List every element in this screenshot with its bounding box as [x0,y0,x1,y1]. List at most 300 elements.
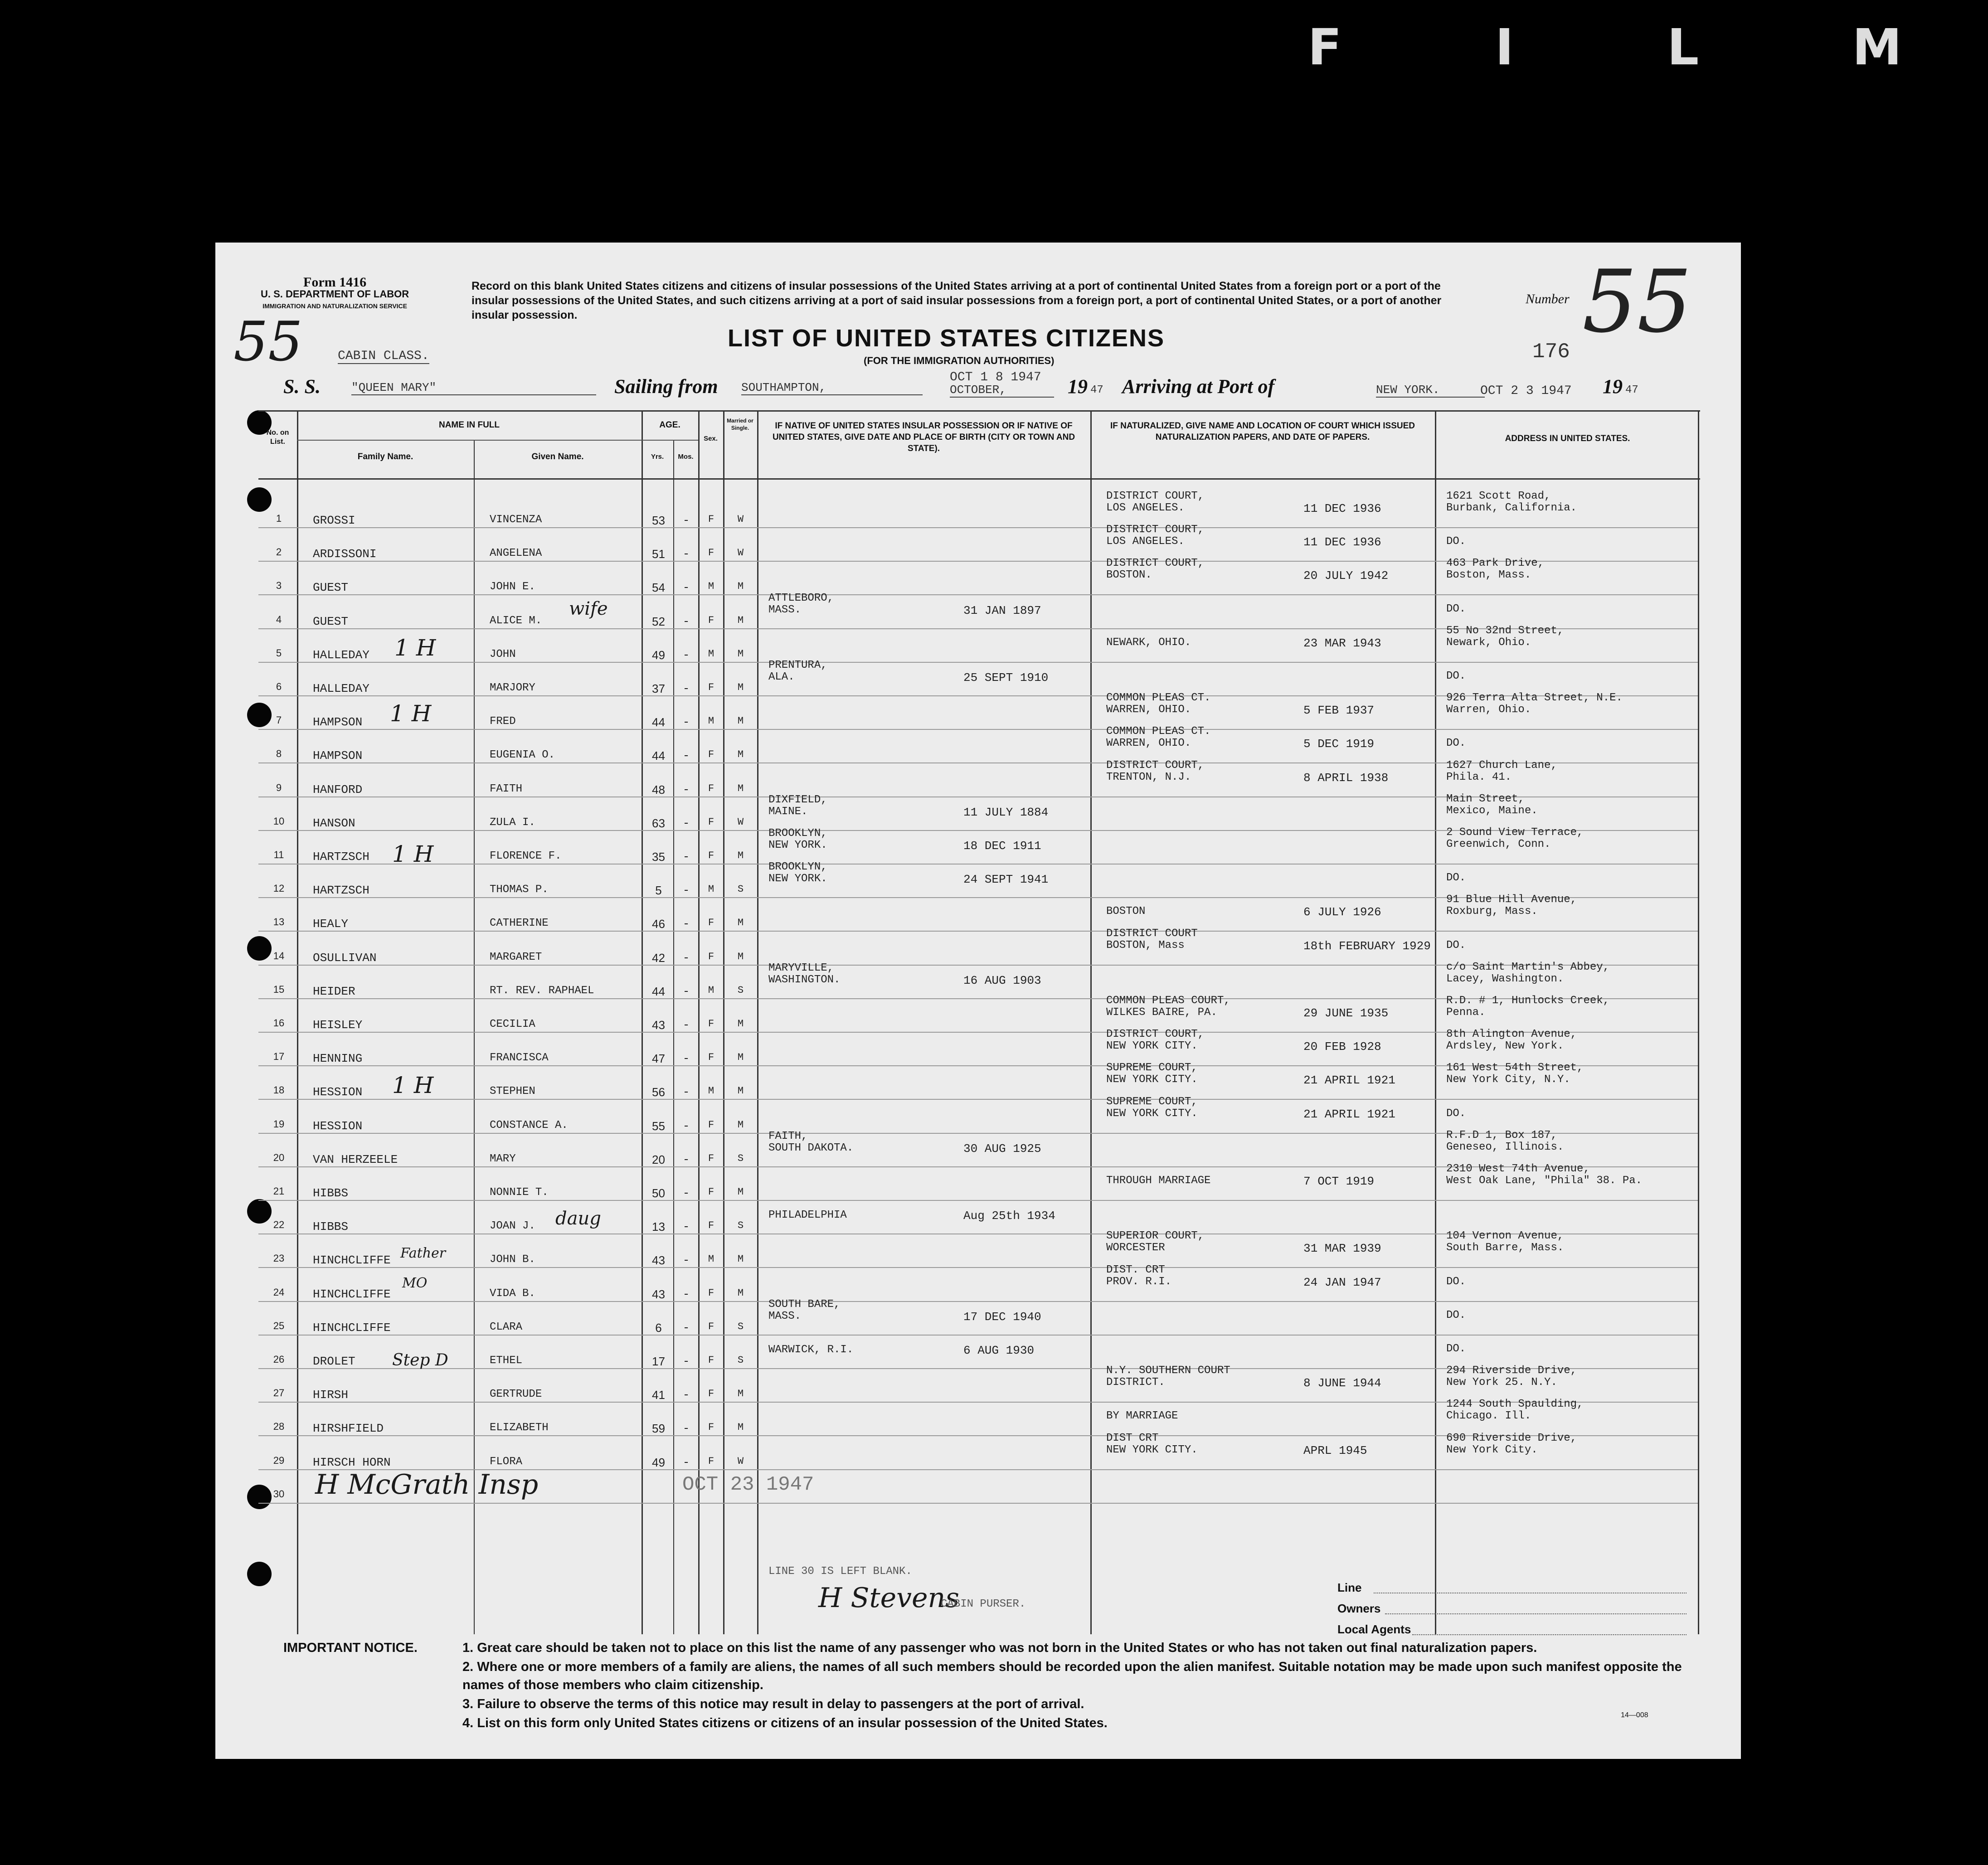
court-line1: COMMON PLEAS CT. [1106,725,1211,738]
naturalization-date: APRL 1945 [1303,1444,1367,1457]
col-rule [474,440,475,1634]
address-line2: DO. [1446,1309,1466,1321]
address-line2: Penna. [1446,1006,1486,1019]
address-line2: DO. [1446,1343,1466,1355]
sex: F [708,1287,715,1299]
row-rule [258,662,1698,663]
address-line1: 1244 South Spaulding, [1446,1398,1584,1410]
list-number: 55 [1582,252,1692,352]
court-line2: NEW YORK CITY. [1106,1073,1198,1086]
given-name: ZULA I. [490,816,535,829]
row-number: 16 [273,1017,285,1029]
birth-date: Aug 25th 1934 [963,1209,1055,1223]
row-number: 2 [276,546,282,558]
address-line2: Warren, Ohio. [1446,704,1531,716]
row-number: 8 [276,748,282,759]
col-given-name: Given Name. [531,452,584,461]
age-years: 51 [652,547,665,561]
sex: F [708,850,715,861]
age-months: - [682,1220,690,1234]
row-rule [258,594,1698,595]
purser-signature: H Stevens [818,1582,959,1614]
sex: F [708,514,715,525]
col-sex: Sex. [704,435,718,442]
age-months: - [682,514,690,527]
marital-status: S [737,884,744,895]
sex: F [708,917,715,928]
birth-date: 30 AUG 1925 [963,1142,1041,1156]
number-label: Number [1526,291,1570,306]
family-name: HANFORD [313,783,363,797]
margin-mark: 55 [233,311,303,374]
address-line1: 2 Sound View Terrace, [1446,826,1584,839]
age-months: - [682,816,690,830]
birth-place-line2: MASS. [768,604,802,616]
sex: F [708,1186,715,1198]
line30-note: LINE 30 IS LEFT BLANK. [768,1565,912,1578]
address-line2: Lacey, Washington. [1446,973,1564,985]
marital-status: M [737,581,744,592]
court-line2: NEWARK, OHIO. [1106,636,1191,649]
family-name: HALLEDAY [313,682,369,695]
address-line1: 55 No 32nd Street, [1446,625,1564,637]
naturalization-date: 18th FEBRUARY 1929 [1303,939,1431,953]
address-line1: c/o Saint Martin's Abbey, [1446,961,1610,973]
sail-year: 47 [1090,384,1103,396]
given-name: EUGENIA O. [490,749,555,761]
purser-label: CABIN PURSER. [941,1598,1026,1610]
row30-signature: H McGrath Insp [315,1469,539,1501]
family-name: VAN HERZEELE [313,1153,398,1166]
row-number: 26 [273,1354,285,1365]
arrive-date-stamp: OCT 2 3 1947 [1480,384,1572,398]
sex: F [708,816,715,828]
row-rule [258,1335,1698,1336]
age-years: 44 [652,715,665,729]
address-line2: DO. [1446,1276,1466,1288]
birth-date: 16 AUG 1903 [963,974,1041,987]
sex: M [708,648,715,660]
row-number: 22 [273,1219,285,1230]
court-line2: THROUGH MARRIAGE [1106,1175,1211,1187]
row-number: 18 [273,1084,285,1096]
arrive-year-prefix: 19 [1603,375,1623,398]
col-rule [642,410,643,1634]
family-name: HARTZSCH [313,884,369,897]
punch-hole [247,1562,272,1586]
family-name: GUEST [313,581,349,594]
birth-place-line1: DIXFIELD, [768,794,827,806]
row-number: 4 [276,614,282,625]
family-name: DROLET [313,1355,355,1368]
margin-note: 1 H [392,1072,434,1098]
age-years: 63 [652,816,665,830]
given-name: VINCENZA [490,514,542,526]
court-line2: DISTRICT. [1106,1376,1165,1389]
naturalization-date: 8 APRIL 1938 [1303,771,1389,785]
birth-place-line2: NEW YORK. [768,839,827,851]
age-years: 42 [652,951,665,965]
col-rule [1090,410,1092,1634]
notice-item: 1. Great care should be taken not to place on this list the name of any passenger who was not born in the United States or who has not taken out final naturalization papers. [462,1641,1537,1655]
given-name: THOMAS P. [490,884,549,896]
address-line1: 926 Terra Alta Street, N.E. [1446,692,1623,704]
given-name: ALICE M. [490,615,542,627]
ship-name: "QUEEN MARY" [351,381,596,395]
marital-status: M [737,850,744,861]
age-years: 47 [652,1052,665,1065]
row-number: 3 [276,580,282,591]
marital-status: W [737,816,744,828]
marital-status: M [737,1186,744,1198]
birth-date: 18 DEC 1911 [963,839,1041,853]
address-line2: New York 25. N.Y. [1446,1376,1557,1389]
header-notice: Record on this blank United States citizens and citizens of insular possessions of the United States arriving at a port of continental United States from a foreign port or a port of the insular possessions of the United States, and such citizens arriving at a port of said insular possessions from a foreign port, a port of continental United States, or a port of another insular possession. [471,280,1442,321]
col-address: ADDRESS IN UNITED STATES. [1505,434,1630,443]
birth-place-line1: SOUTH BARE, [768,1298,841,1311]
age-months: - [682,749,690,763]
family-name: GUEST [313,615,349,628]
court-line2: NEW YORK CITY. [1106,1040,1198,1052]
age-years: 13 [652,1220,665,1234]
address-line2: New York City, N.Y. [1446,1073,1570,1086]
row-number: 11 [273,849,284,860]
sex: F [708,1321,715,1332]
marital-status: M [737,1388,744,1399]
address-line1: 690 Riverside Drive, [1446,1432,1577,1444]
family-name: HIRSHFIELD [313,1422,384,1435]
margin-note: 1 H [390,700,432,727]
sex: F [708,1153,715,1164]
given-name: CLARA [490,1321,523,1333]
birth-place-line1: BROOKLYN, [768,827,827,840]
family-name: HIBBS [313,1220,349,1234]
court-line2: BOSTON. [1106,569,1152,581]
age-months: - [682,1153,690,1166]
birth-place-line1: MARYVILLE, [768,962,834,974]
row-number: 19 [273,1118,285,1130]
address-line2: DO. [1446,872,1466,884]
age-months: - [682,884,690,897]
family-name: OSULLIVAN [313,951,377,965]
age-years: 55 [652,1119,665,1133]
row-number: 17 [273,1051,285,1062]
row-rule [258,1301,1698,1302]
naturalization-date: 7 OCT 1919 [1303,1175,1375,1188]
address-line2: Greenwich, Conn. [1446,838,1551,850]
court-line1: SUPERIOR COURT, [1106,1230,1205,1242]
row-number: 29 [273,1455,285,1466]
row-number: 14 [273,950,285,962]
given-name: CONSTANCE A. [490,1119,568,1132]
age-years: 53 [652,514,665,527]
age-years: 6 [655,1321,662,1335]
sex: F [708,749,715,760]
line-label: Line [1337,1581,1362,1594]
form-id-block [261,277,409,312]
court-line1: N.Y. SOUTHERN COURT [1106,1365,1230,1377]
punch-hole [247,487,272,512]
marital-status: M [737,951,744,962]
birth-date: 31 JAN 1897 [963,604,1041,617]
row-number: 23 [273,1253,285,1264]
given-name: ELIZABETH [490,1422,549,1434]
court-line2: TRENTON, N.J. [1106,771,1191,783]
court-line2: WORCESTER [1106,1242,1165,1254]
court-line2: BOSTON, Mass [1106,939,1185,952]
given-name: CATHERINE [490,917,549,929]
address-line2: South Barre, Mass. [1446,1242,1564,1254]
age-months: - [682,1355,690,1368]
age-years: 17 [652,1355,665,1368]
page-title: LIST OF UNITED STATES CITIZENS [728,325,1165,352]
age-months: - [682,1456,690,1469]
margin-note: MO [402,1275,428,1291]
birth-place-line2: PHILADELPHIA [768,1209,847,1221]
birth-place-line1: FAITH, [768,1130,808,1142]
address-line2: Mexico, Maine. [1446,805,1538,817]
department: U. S. DEPARTMENT OF LABOR [261,288,409,300]
address-line2: DO. [1446,535,1466,548]
given-name: STEPHEN [490,1085,535,1098]
age-years: 20 [652,1153,665,1166]
form-number: Form 1416 [303,275,367,290]
row-number: 21 [273,1185,285,1197]
age-years: 35 [652,850,665,864]
address-line2: New York City. [1446,1444,1538,1456]
naturalization-date: 11 DEC 1936 [1303,535,1381,549]
port-to: NEW YORK. [1376,383,1485,398]
col-mos: Mos. [678,453,694,461]
row-number: 27 [273,1387,285,1399]
row-rule [258,931,1698,932]
page-stamp: 176 [1532,340,1570,364]
film-mark: F I L M [1308,18,1970,76]
address-line1: R.D. # 1, Hunlocks Creek, [1446,995,1610,1007]
header-sub-rule [297,440,698,441]
family-name: HINCHCLIFFE [313,1287,391,1301]
address-line2: DO. [1446,737,1466,749]
age-months: - [682,682,690,695]
age-years: 46 [652,917,665,931]
row-number: 6 [276,681,282,692]
birth-place-line2: ALA. [768,671,795,683]
notice-item: 2. Where one or more members of a family are aliens, the names of all such members should be recorded upon the alien manifest. Suitable notation may be made upon such manifest opposite the names of those members who claim citizenship. [462,1660,1682,1692]
row-number: 15 [273,984,285,995]
given-name: JOAN J. [490,1220,535,1232]
marital-status: S [737,985,744,996]
sex: F [708,547,715,559]
margin-note: daug [555,1208,601,1229]
marital-status: M [737,783,744,794]
court-line2: BOSTON [1106,905,1146,918]
age-months: - [682,1422,690,1435]
given-name: ANGELENA [490,547,542,559]
age-years: 54 [652,581,665,594]
birth-place-line1: ATTLEBORO, [768,592,834,604]
family-name: HIBBS [313,1186,349,1200]
age-months: - [682,1321,690,1335]
sex: F [708,1456,715,1467]
age-months: - [682,850,690,864]
given-name: GERTRUDE [490,1388,542,1400]
row-rule [258,1099,1698,1100]
age-months: - [682,1085,690,1099]
sex: F [708,783,715,794]
age-months: - [682,615,690,628]
age-months: - [682,951,690,965]
birth-place-line1: BROOKLYN, [768,861,827,873]
marital-status: S [737,1321,744,1332]
address-line2: Newark, Ohio. [1446,636,1531,649]
sail-date-stamp: OCT 1 8 1947 [950,370,1041,384]
court-line2: LOS ANGELES. [1106,535,1185,548]
sex: F [708,1220,715,1231]
sex: M [708,1253,715,1265]
address-line2: Boston, Mass. [1446,569,1531,581]
col-married: Married or Single. [727,418,753,431]
age-years: 49 [652,1456,665,1469]
court-line1: DISTRICT COURT [1106,928,1198,940]
table-top-rule [258,410,1700,412]
family-name: HINCHCLIFFE [313,1253,391,1267]
address-line2: Ardsley, New York. [1446,1040,1564,1052]
sex: M [708,985,715,996]
family-name: HIRSH [313,1388,349,1402]
age-years: 48 [652,783,665,797]
given-name: FAITH [490,783,523,795]
age-years: 49 [652,648,665,662]
marital-status: M [737,1253,744,1265]
age-years: 43 [652,1253,665,1267]
naturalization-date: 6 JULY 1926 [1303,905,1381,919]
birth-place-line2: MAINE. [768,806,808,818]
marital-status: W [737,1456,744,1467]
court-line1: DISTRICT COURT, [1106,1028,1205,1040]
address-line1: 1621 Scott Road, [1446,490,1551,502]
age-years: 50 [652,1186,665,1200]
age-months: - [682,1018,690,1032]
row-number: 28 [273,1421,285,1432]
row-rule [258,1267,1698,1268]
birth-place-line2: SOUTH DAKOTA. [768,1142,854,1154]
col-yrs: Yrs. [651,453,664,461]
naturalization-date: 11 DEC 1936 [1303,502,1381,515]
address-line2: DO. [1446,670,1466,682]
court-line1: DISTRICT COURT, [1106,524,1205,536]
address-line2: Geneseo, Illinois. [1446,1141,1564,1153]
age-months: - [682,1119,690,1133]
marital-status: M [737,749,744,760]
sex: F [708,682,715,693]
given-name: FLORENCE F. [490,850,562,862]
age-months: - [682,1253,690,1267]
age-months: - [682,1388,690,1402]
row-number: 7 [276,714,282,726]
service: IMMIGRATION AND NATURALIZATION SERVICE [262,302,408,310]
age-months: - [682,1052,690,1065]
age-years: 44 [652,749,665,763]
marital-status: S [737,1220,744,1231]
manifest-page [215,243,1741,1759]
margin-note: Step D [392,1351,448,1370]
address-line1: 2310 West 74th Avenue, [1446,1163,1590,1175]
age-years: 56 [652,1085,665,1099]
given-name: VIDA B. [490,1287,535,1300]
family-name: HALLEDAY [313,648,369,662]
naturalization-date: 24 JAN 1947 [1303,1276,1381,1289]
age-years: 52 [652,615,665,628]
birth-place-line2: NEW YORK. [768,873,827,885]
marital-status: M [737,1018,744,1030]
birth-date: 6 AUG 1930 [963,1344,1035,1357]
owners-field [1385,1613,1687,1614]
court-line2: NEW YORK CITY. [1106,1107,1198,1120]
address-line1: 91 Blue Hill Avenue, [1446,894,1577,906]
address-line1: 463 Park Drive, [1446,557,1545,569]
age-months: - [682,1186,690,1200]
address-line2: DO. [1446,939,1466,952]
marital-status: M [737,1119,744,1131]
agents-field [1412,1634,1687,1635]
family-name: HAMPSON [313,715,363,729]
birth-place-line2: WARWICK, R.I. [768,1344,854,1356]
margin-note: wife [569,598,608,619]
sex: F [708,1018,715,1030]
address-line2: DO. [1446,1107,1466,1120]
marital-status: M [737,1085,744,1097]
address-line1: 1627 Church Lane, [1446,759,1557,772]
sex: F [708,615,715,626]
row-number: 25 [273,1320,285,1331]
sex: M [708,715,715,727]
sail-year-prefix: 19 [1068,375,1088,398]
row-number: 9 [276,782,282,793]
margin-note: Father [400,1245,446,1261]
col-rule [297,410,298,1634]
port-from: SOUTHAMPTON, [741,381,923,395]
age-years: 59 [652,1422,665,1435]
family-name: HEIDER [313,985,355,998]
row-rule [258,1200,1698,1201]
sex: F [708,951,715,962]
row-number: 10 [273,816,285,827]
address-line1: 161 West 54th Street, [1446,1062,1584,1074]
given-name: MARGARET [490,951,542,963]
row-number: 30 [273,1488,285,1500]
given-name: MARJORY [490,682,535,694]
court-line1: DISTRICT COURT, [1106,557,1205,569]
birth-date: 11 JULY 1884 [963,806,1049,819]
given-name: ETHEL [490,1355,523,1367]
row-number: 13 [273,916,285,928]
family-name: GROSSI [313,514,355,527]
address-line1: 104 Vernon Avenue, [1446,1230,1564,1242]
ss-label: S. S. [283,375,321,398]
age-months: - [682,917,690,931]
row30-stamp: OCT 23 1947 [682,1473,814,1496]
court-line2: WARREN, OHIO. [1106,704,1191,716]
naturalization-date: 5 DEC 1919 [1303,737,1375,751]
family-name: HEALY [313,917,349,931]
court-line1: COMMON PLEAS COURT, [1106,995,1230,1007]
family-name: HARTZSCH [313,850,369,864]
marital-status: W [737,547,744,559]
age-months: - [682,783,690,797]
court-line2: WARREN, OHIO. [1106,737,1191,749]
court-line1: DIST CRT [1106,1432,1159,1444]
given-name: MARY [490,1153,516,1165]
